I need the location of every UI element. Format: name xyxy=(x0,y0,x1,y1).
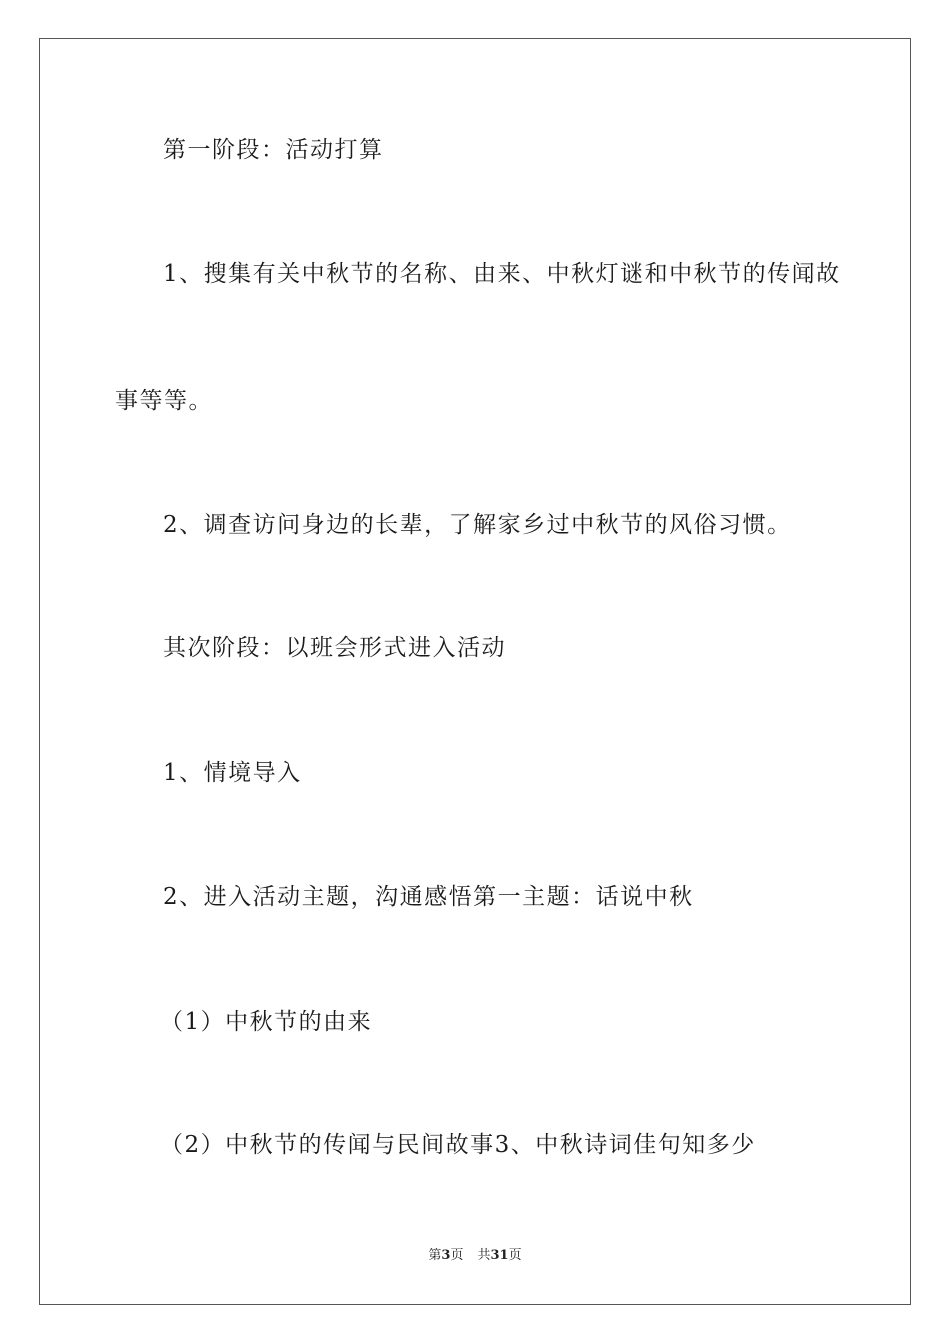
paragraph-line: 1、搜集有关中秋节的名称、由来、中秋灯谜和中秋节的传闻故 xyxy=(163,261,841,287)
page-frame xyxy=(39,38,911,1305)
footer-page-number: 3 xyxy=(441,1248,451,1263)
paragraph-line: （1）中秋节的由来 xyxy=(160,1009,373,1035)
footer-page-prefix: 第 xyxy=(428,1248,442,1263)
paragraph-line: 1、情境导入 xyxy=(163,760,302,786)
paragraph-line: 2、调查访问身边的长辈，了解家乡过中秋节的风俗习惯。 xyxy=(163,512,792,538)
stage-two-heading: 其次阶段：以班会形式进入活动 xyxy=(163,635,506,661)
footer-total-suffix: 页 xyxy=(508,1248,522,1263)
page-footer xyxy=(0,1247,950,1265)
footer-total-prefix: 共 xyxy=(477,1248,491,1263)
stage-one-heading: 第一阶段：活动打算 xyxy=(163,137,384,163)
paragraph-line: （2）中秋节的传闻与民间故事3、中秋诗词佳句知多少 xyxy=(160,1132,756,1158)
footer-page-suffix: 页 xyxy=(450,1248,464,1263)
paragraph-line: 2、进入活动主题，沟通感悟第一主题：话说中秋 xyxy=(163,884,694,910)
paragraph-line: 事等等。 xyxy=(115,388,213,414)
footer-total-pages: 31 xyxy=(490,1248,509,1263)
